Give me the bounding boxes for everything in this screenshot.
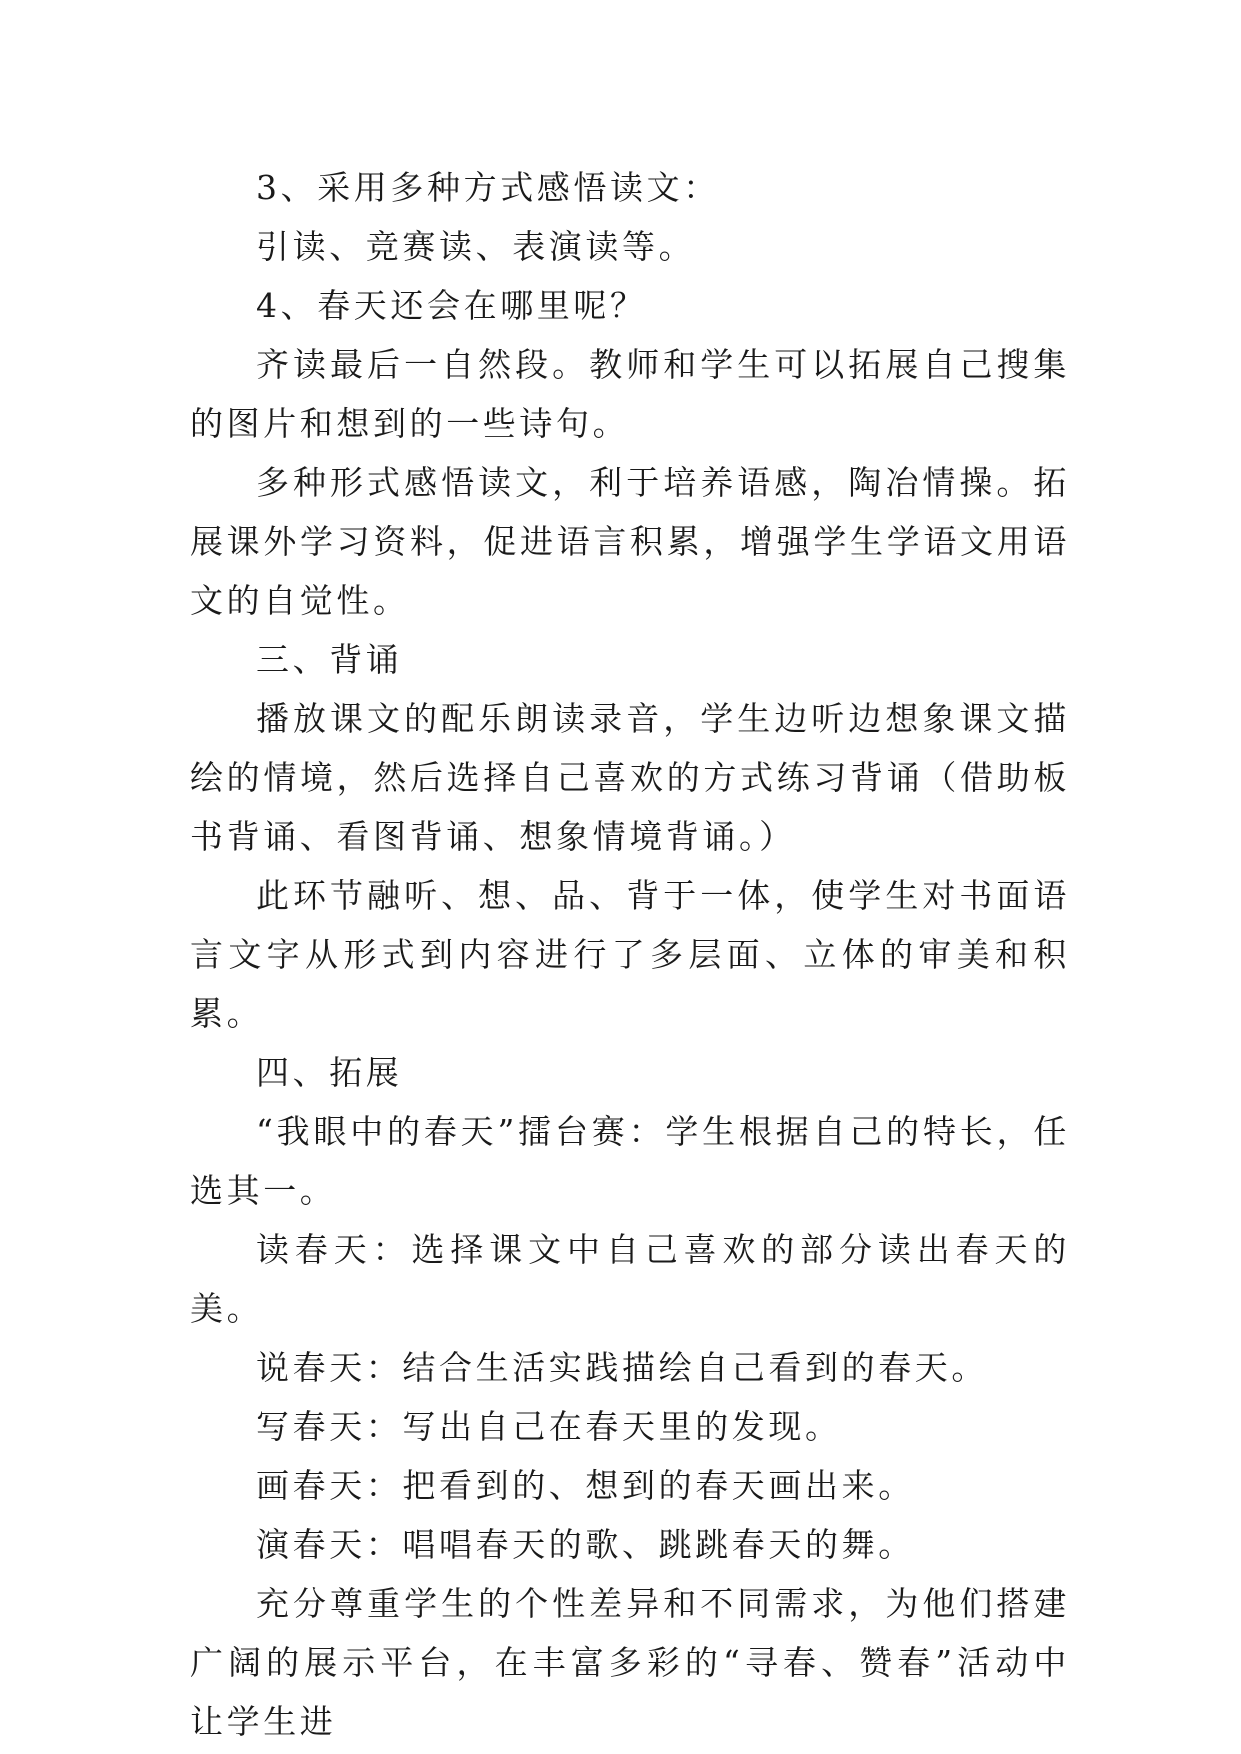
paragraph-read-spring: 读春天：选择课文中自己喜欢的部分读出春天的美。 — [190, 1230, 1070, 1328]
heading-extension: 四、拓展 — [256, 1053, 403, 1092]
document-body — [190, 158, 1070, 1751]
heading-recitation: 三、背诵 — [256, 640, 403, 679]
paragraph-where-is-spring: 4、春天还会在哪里呢？ — [256, 286, 647, 325]
paragraph-draw-spring: 画春天：把看到的、想到的春天画出来。 — [256, 1466, 915, 1505]
paragraph-contest-intro: “我眼中的春天”擂台赛：学生根据自己的特长，任选其一。 — [190, 1112, 1070, 1210]
paragraph-recitation-benefits: 此环节融听、想、品、背于一体，使学生对书面语言文字从形式到内容进行了多层面、立体的审美和积累。 — [190, 876, 1070, 1033]
paragraph-speak-spring: 说春天：结合生活实践描绘自己看到的春天。 — [256, 1348, 988, 1387]
paragraph-reading-methods: 3、采用多种方式感悟读文： — [256, 168, 720, 207]
paragraph-read-last-section: 齐读最后一自然段。教师和学生可以拓展自己搜集的图片和想到的一些诗句。 — [190, 345, 1070, 443]
paragraph-reading-types: 引读、竞赛读、表演读等。 — [256, 227, 696, 266]
paragraph-reading-benefits: 多种形式感悟读文，利于培养语感，陶冶情操。拓展课外学习资料，促进语言积累，增强学生学语文用语文的自觉性。 — [190, 463, 1070, 620]
paragraph-perform-spring: 演春天：唱唱春天的歌、跳跳春天的舞。 — [256, 1525, 915, 1564]
paragraph-write-spring: 写春天：写出自己在春天里的发现。 — [256, 1407, 842, 1446]
paragraph-recitation-method: 播放课文的配乐朗读录音，学生边听边想象课文描绘的情境，然后选择自己喜欢的方式练习背诵（借助板书背诵、看图背诵、想象情境背诵。） — [190, 699, 1070, 856]
paragraph-respect-differences: 充分尊重学生的个性差异和不同需求，为他们搭建广阔的展示平台，在丰富多彩的“寻春、赞春”活动中让学生进 — [190, 1584, 1070, 1741]
